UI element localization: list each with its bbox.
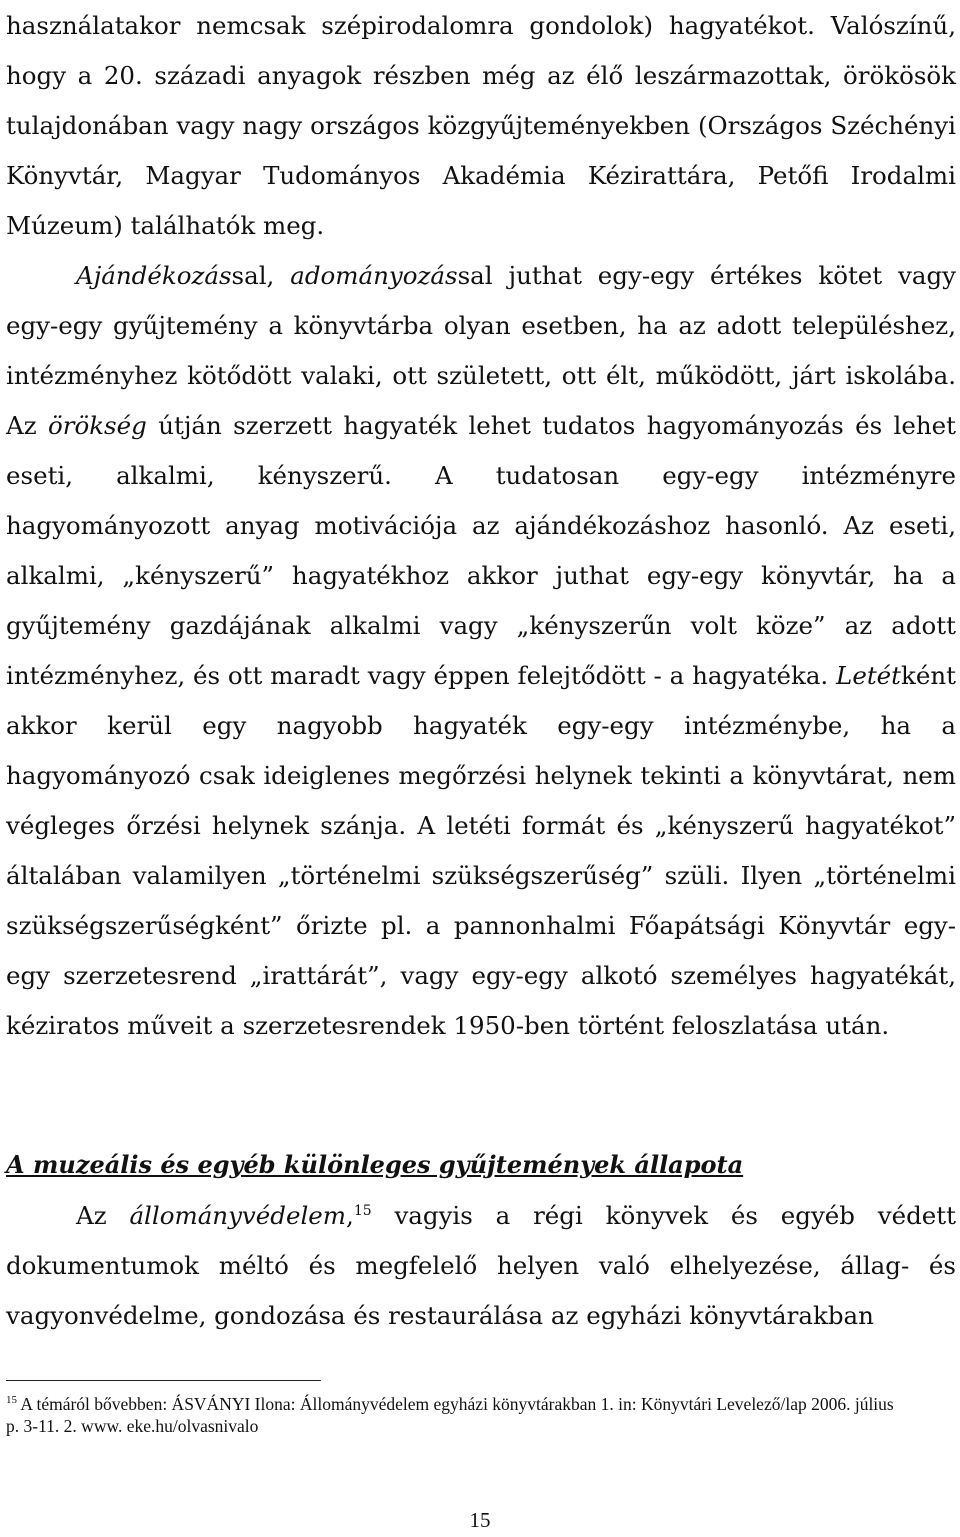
section-heading: A muzeális és egyéb különleges gyűjtemények állapota <box>6 1150 744 1179</box>
term-ajandekozas: Ajándékozás <box>76 261 232 290</box>
paragraph-2-lead: Az <box>76 1201 130 1230</box>
paragraph-1-text-b: sal, <box>231 261 291 290</box>
paragraph-1 <box>6 0 956 1051</box>
paragraph-2-text: vagyis a régi könyvek és egyéb védett dokumentumok méltó és megfelelő helyen való elhelyezése, állag- és vagyonvédelme, gondozása és restaurálása az egyházi könyvtárakban <box>6 1201 956 1330</box>
footnote-text: A témáról bővebben: ÁSVÁNYI Ilona: Állományvédelem egyházi könyvtárakban 1. in: Könyvtári Levelező/lap 2006. július p. 3-11. 2. www. eke.hu/olvasnivalo <box>6 1394 894 1436</box>
document-page <box>6 0 956 1051</box>
footnote-reference[interactable]: 15 <box>353 1203 372 1219</box>
page-number: 15 <box>469 1508 491 1532</box>
term-adomanyozas: adományozás <box>290 261 458 290</box>
term-orokseg: örökség <box>47 411 147 440</box>
paragraph-1-text-d: útján szerzett hagyaték lehet tudatos hagyományozás és lehet eseti, alkalmi, kényszerű. A tudatosan egy-egy intézményre hagyományozott anyag motivációja az ajándékozáshoz hasonló. Az eseti, alkalmi, „kényszerű” hagyatékhoz akkor juthat egy-egy könyvtár, ha a gyűjtemény gazdájának alkalmi vagy „kényszerűn volt köze” az adott intézményhez, és ott maradt vagy éppen felejtődött - a hagyatéka. <box>6 411 956 690</box>
term-allomanyvedelem: állományvédelem <box>129 1201 347 1230</box>
paragraph-1-text-c: sal juthat egy-egy értékes kötet vagy egy-egy gyűjtemény a könyvtárba olyan esetben, ha az adott településhez, intézményhez kötődött valaki, ott született, ott élt, működött, járt iskolába. Az <box>6 261 956 440</box>
paragraph-2 <box>6 1191 956 1341</box>
term-letet: Letét <box>836 661 902 690</box>
footnote <box>6 1393 906 1437</box>
footnote-divider <box>6 1380 321 1381</box>
paragraph-1-text-e: ként akkor kerül egy nagyobb hagyaték egy-egy intézménybe, ha a hagyományozó csak ideiglenes megőrzési helynek tekinti a könyvtárat, nem végleges őrzési helynek szánja. A letéti formát és „kényszerű hagyatékot” általában valamilyen „történelmi szükségszerűség” szüli. Ilyen „történelmi szükségszerűségként” őrizte pl. a pannonhalmi Főapátsági Könyvtár egy-egy szerzetesrend „irattárát”, vagy egy-egy alkotó személyes hagyatékát, kéziratos műveit a szerzetesrendek 1950-ben történt feloszlatása után. <box>6 661 956 1040</box>
footnote-number: 15 <box>6 1394 17 1406</box>
paragraph-2-comma: , <box>346 1201 354 1230</box>
paragraph-1-text-a: használatakor nemcsak szépirodalomra gondolok) hagyatékot. Valószínű, hogy a 20. századi anyagok részben még az élő leszármazottak, örökösök tulajdonában vagy nagy országos közgyűjteményekben (Országos Széchényi Könyvtár, Magyar Tudományos Akadémia Kézirattára, Petőfi Irodalmi Múzeum) találhatók meg. <box>6 11 956 240</box>
